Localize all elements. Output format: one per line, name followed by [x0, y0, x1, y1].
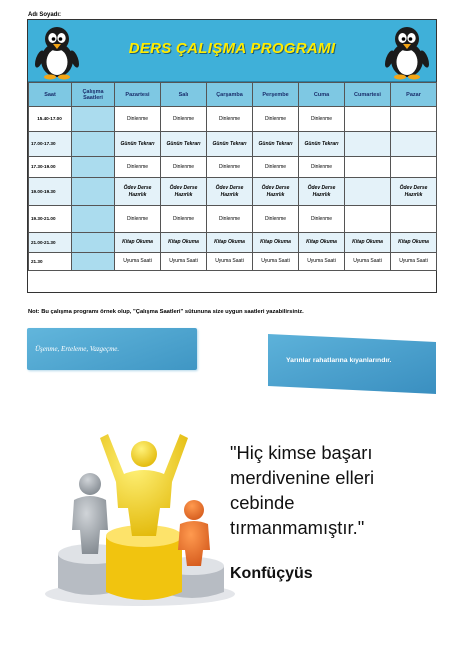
schedule-cell: Uyuma Saati — [391, 253, 437, 271]
motto-background-shape — [266, 332, 438, 396]
schedule-cell: Kitap Okuma — [115, 233, 161, 253]
time-cell: 19.00-19.30 — [29, 178, 72, 206]
motto-box-left — [27, 328, 197, 370]
schedule-cell: Uyuma Saati — [253, 253, 299, 271]
time-cell: 17.00-17.30 — [29, 132, 72, 157]
schedule-cell — [345, 206, 391, 233]
banner-title: DERS ÇALIŞMA PROGRAMI — [128, 40, 336, 57]
schedule-cell: Kitap Okuma — [345, 233, 391, 253]
column-header: Pazar — [391, 83, 437, 107]
schedule-cell: Dinlenme — [161, 107, 207, 132]
motto-box-right — [266, 332, 438, 396]
schedule-cell: Dinlenme — [299, 157, 345, 178]
schedule-cell: Kitap Okuma — [299, 233, 345, 253]
table-row — [29, 253, 437, 271]
schedule-cell: Uyuma Saati — [299, 253, 345, 271]
study-hours-cell[interactable] — [72, 132, 115, 157]
study-hours-cell[interactable] — [72, 253, 115, 271]
column-header: Cumartesi — [345, 83, 391, 107]
schedule-cell: Uyuma Saati — [345, 253, 391, 271]
schedule-cell: Ödev Derse Hazırlık — [253, 178, 299, 206]
table-row — [29, 178, 437, 206]
schedule-cell — [345, 157, 391, 178]
schedule-cell: Dinlenme — [207, 157, 253, 178]
table-header-row — [29, 83, 437, 107]
schedule-cell: Uyuma Saati — [161, 253, 207, 271]
usage-note: Not: Bu çalışma programı örnek olup, "Çalışma Saatleri" sütununa size uygun saatleri yazabilirsiniz. — [28, 309, 304, 315]
column-header: Salı — [161, 83, 207, 107]
quote-text: "Hiç kimse başarı merdivenine elleri cebinde tırmanmamıştır." — [230, 442, 375, 538]
schedule-cell: Kitap Okuma — [161, 233, 207, 253]
column-header: Cuma — [299, 83, 345, 107]
schedule-cell: Günün Tekrarı — [253, 132, 299, 157]
quote-author: Konfüçyüs — [230, 565, 313, 582]
study-hours-cell[interactable] — [72, 157, 115, 178]
schedule-cell: Kitap Okuma — [391, 233, 437, 253]
schedule-cell: Dinlenme — [207, 206, 253, 233]
column-header: Çalışma Saatleri — [72, 83, 115, 107]
schedule-cell: Dinlenme — [161, 157, 207, 178]
time-cell: 19.30-21.00 — [29, 206, 72, 233]
time-cell: 17.30-19.00 — [29, 157, 72, 178]
schedule-cell — [345, 132, 391, 157]
time-cell: 21.30 — [29, 253, 72, 271]
column-header: Saat — [29, 83, 72, 107]
table-row — [29, 206, 437, 233]
schedule-cell: Uyuma Saati — [207, 253, 253, 271]
study-hours-cell[interactable] — [72, 107, 115, 132]
schedule-cell — [391, 107, 437, 132]
schedule-cell: Dinlenme — [253, 206, 299, 233]
motto-text: Yarınlar rahatlarına kıyanlarındır. — [286, 357, 392, 364]
schedule-table — [28, 82, 437, 271]
schedule-cell: Dinlenme — [299, 107, 345, 132]
schedule-cell: Dinlenme — [115, 157, 161, 178]
schedule-cell — [391, 206, 437, 233]
study-hours-cell[interactable] — [72, 206, 115, 233]
schedule-cell — [391, 157, 437, 178]
schedule-cell: Günün Tekrarı — [161, 132, 207, 157]
column-header: Pazartesi — [115, 83, 161, 107]
time-cell: 21.00-21.30 — [29, 233, 72, 253]
schedule-cell: Kitap Okuma — [207, 233, 253, 253]
schedule-card — [27, 19, 437, 293]
schedule-cell — [345, 178, 391, 206]
name-label: Adı Soyadı: — [28, 12, 62, 18]
schedule-cell — [391, 132, 437, 157]
penguin-icon — [382, 22, 432, 80]
schedule-cell: Dinlenme — [207, 107, 253, 132]
time-cell: 15.40-17.00 — [29, 107, 72, 132]
table-row — [29, 233, 437, 253]
table-row — [29, 157, 437, 178]
schedule-cell: Ödev Derse Hazırlık — [161, 178, 207, 206]
schedule-cell: Dinlenme — [115, 206, 161, 233]
motto-text: Üşenme, Erteleme, Vazgeçme. — [35, 345, 120, 353]
schedule-cell: Ödev Derse Hazırlık — [391, 178, 437, 206]
schedule-cell: Uyuma Saati — [115, 253, 161, 271]
study-hours-cell[interactable] — [72, 178, 115, 206]
podium-figures-icon — [40, 426, 240, 606]
banner — [28, 20, 436, 82]
column-header: Perşembe — [253, 83, 299, 107]
schedule-cell: Ödev Derse Hazırlık — [115, 178, 161, 206]
column-header: Çarşamba — [207, 83, 253, 107]
schedule-cell: Ödev Derse Hazırlık — [299, 178, 345, 206]
schedule-cell: Ödev Derse Hazırlık — [207, 178, 253, 206]
study-hours-cell[interactable] — [72, 233, 115, 253]
schedule-cell: Dinlenme — [253, 157, 299, 178]
schedule-cell: Kitap Okuma — [253, 233, 299, 253]
table-row — [29, 132, 437, 157]
schedule-cell — [345, 107, 391, 132]
schedule-cell: Dinlenme — [299, 206, 345, 233]
schedule-cell: Dinlenme — [161, 206, 207, 233]
table-row — [29, 107, 437, 132]
schedule-cell: Günün Tekrarı — [299, 132, 345, 157]
schedule-cell: Günün Tekrarı — [115, 132, 161, 157]
schedule-cell: Dinlenme — [115, 107, 161, 132]
schedule-cell: Dinlenme — [253, 107, 299, 132]
schedule-cell: Günün Tekrarı — [207, 132, 253, 157]
